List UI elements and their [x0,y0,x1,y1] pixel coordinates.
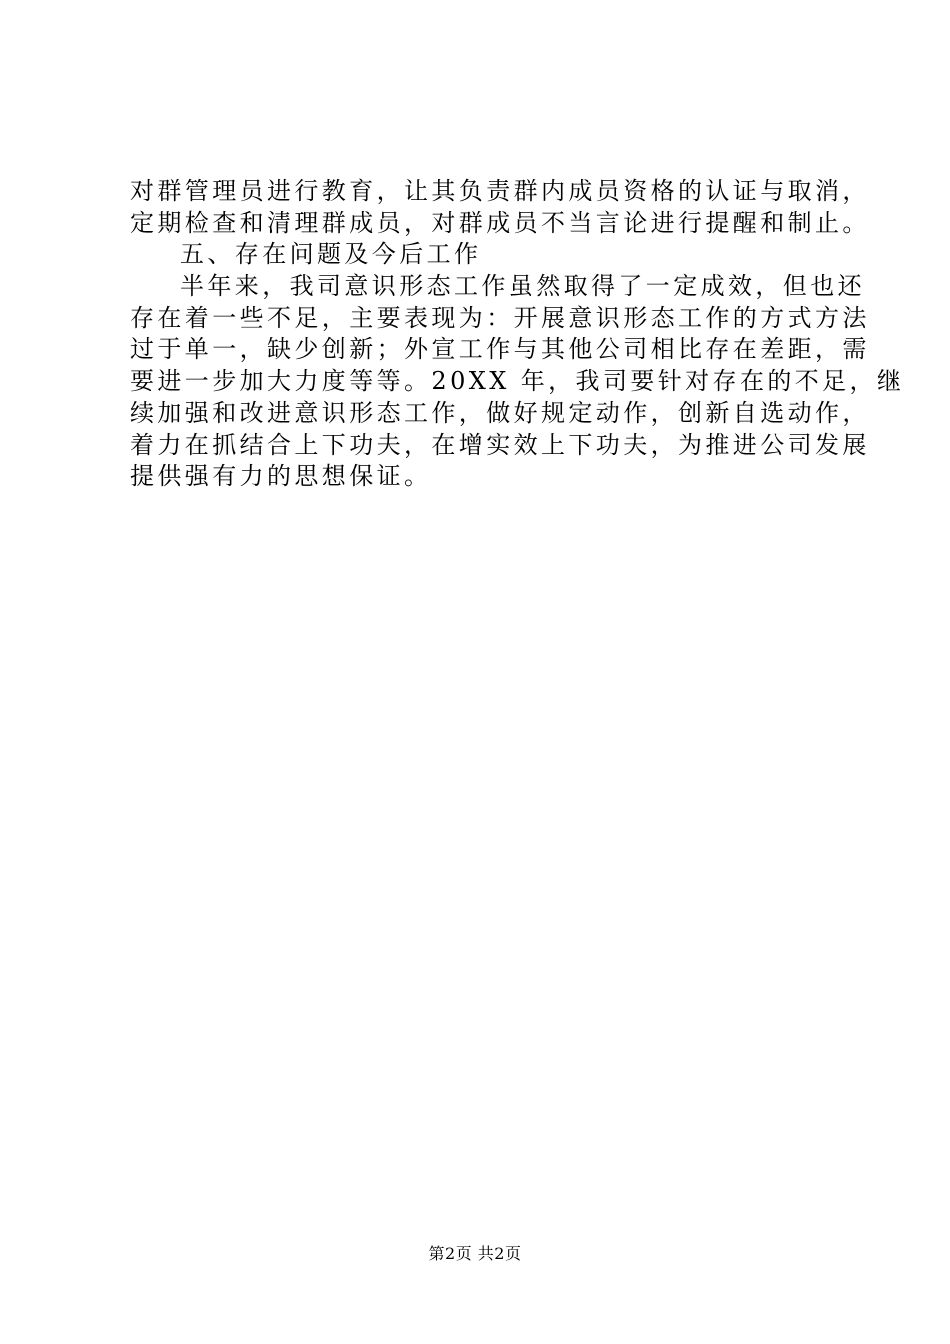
paragraph-line: 着力在抓结合上下功夫，在增实效上下功夫，为推进公司发展 [130,430,870,459]
paragraph-line: 对群管理员进行教育，让其负责群内成员资格的认证与取消， [130,177,870,205]
page-footer: 第2页 共2页 [428,1244,522,1263]
paragraph-line: 提供强有力的思想保证。 [130,462,432,491]
paragraph-line: 续加强和改进意识形态工作，做好规定动作，创新自选动作， [130,398,870,427]
paragraph-line: 存在着一些不足，主要表现为：开展意识形态工作的方式方法 [130,303,870,332]
section-heading: 五、存在问题及今后工作 [180,240,482,269]
paragraph-line: 过于单一，缺少创新；外宣工作与其他公司相比存在差距，需 [130,335,870,364]
document-body [130,176,905,493]
paragraph-line: 半年来，我司意识形态工作虽然取得了一定成效，但也还 [180,272,865,301]
paragraph-line: 定期检查和清理群成员，对群成员不当言论进行提醒和制止。 [130,208,870,237]
paragraph-line: 要进一步加大力度等等。20XX 年，我司要针对存在的不足，继 [130,367,905,396]
